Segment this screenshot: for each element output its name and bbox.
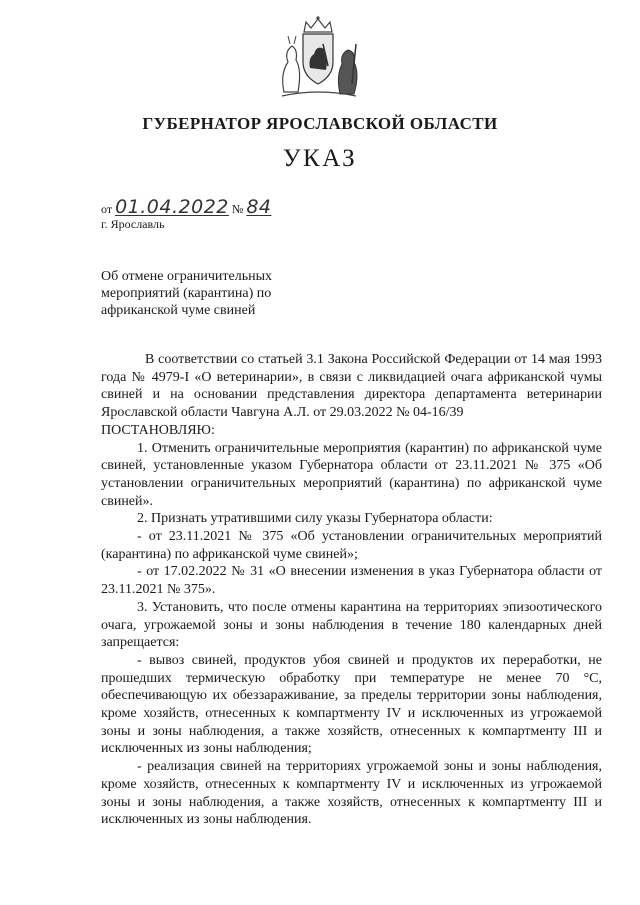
clause-3: 3. Установить, что после отмены карантина на территориях эпизоотического очага, угрожаемой зоны и зоны наблюдения в течение 180 календарных дней запрещается: xyxy=(101,599,602,651)
document-subject: Об отмене ограничительных мероприятий (карантина) по африканской чуме свиней xyxy=(101,269,273,318)
issue-city: г. Ярославль xyxy=(101,217,165,231)
handwritten-number: 84 xyxy=(246,196,272,218)
clause-1: 1. Отменить ограничительные мероприятия (карантин) по африканской чуме свиней, установленные указом Губернатора области от 23.11.2021 № 375 «Об установлении ограничительных мероприятий (карантина) по африканской чуме свиней». xyxy=(101,440,602,509)
clause-2-subitem-a: - от 23.11.2021 № 375 «Об установлении ограничительных мероприятий (карантина) по африканской чуме свиней»; xyxy=(101,529,602,562)
date-number-line xyxy=(101,196,272,218)
document-type-title: УКАЗ xyxy=(282,145,358,172)
handwritten-date: 01.04.2022 xyxy=(115,196,229,218)
coat-of-arms-emblem xyxy=(270,14,366,104)
clause-2-subitem-b: - от 17.02.2022 № 31 «О внесении изменения в указ Губернатора области от 23.11.2021 № 375». xyxy=(101,564,602,598)
number-prefix: № xyxy=(231,202,244,216)
clause-3-subitem-b: - реализация свиней на территориях угрожаемой зоны и зоны наблюдения, кроме хозяйств, отнесенных к компартменту IV и исключенных из угрожаемой зоны и зоны наблюдения, а также хозяйств, отнесенных к компартменту III и исключенных из зоны наблюдения. xyxy=(101,759,602,828)
clause-3-subitem-a: - вывоз свиней, продуктов убоя свиней и продуктов их переработки, не прошедших термическую обработку при температуре не менее 70 °С, обеспечивающую их обеззараживание, за пределы территории зоны наблюдения, кроме хозяйств, отнесенных к компартменту IV и исключенных из угрожаемой зоны и зоны наблюдения, а также хозяйств, отнесенных к компартменту III и исключенных из зоны наблюдения; xyxy=(101,652,602,757)
clause-2: 2. Признать утратившими силу указы Губернатора области: xyxy=(137,511,493,527)
decree-word: ПОСТАНОВЛЯЮ: xyxy=(101,422,215,438)
document-body xyxy=(101,351,602,829)
preamble-paragraph: В соответствии со статьей 3.1 Закона Российской Федерации от 14 мая 1993 года № 4979-I «О ветеринарии», в связи с ликвидацией очага африканской чумы свиней и на основании представления директора департамента ветеринарии Ярославской области Чавгуна А.Л. от 29.03.2022 № 04-16/39 xyxy=(101,352,602,421)
date-prefix: от xyxy=(101,202,113,216)
issuing-authority: ГУБЕРНАТОР ЯРОСЛАВСКОЙ ОБЛАСТИ xyxy=(142,114,498,133)
